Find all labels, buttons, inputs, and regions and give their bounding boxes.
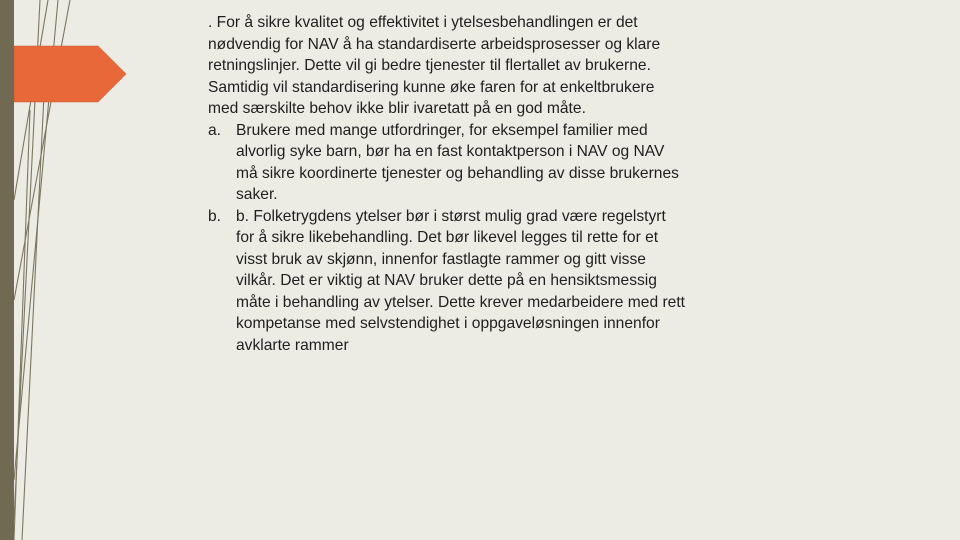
list-item-text: b. Folketrygdens ytelser bør i størst mulig grad være regelstyrt for å sikre likebehandling. Det bør likevel legges til rette for et visst bruk av skjønn, innenfor fastlagte rammer og gitt visse vilkår. Det er viktig at NAV bruker dette på en hensiktsmessig måte i behandling av ytelser. Dette krever medarbeidere med rett kompetanse med selvstendighet i oppgaveløsningen innenfor avklarte rammer: [236, 207, 685, 354]
point-list: [208, 120, 688, 357]
list-marker: a.: [208, 121, 222, 139]
decorative-lines: [0, 0, 140, 540]
list-item: [208, 206, 688, 357]
orange-arrow-shape: [14, 46, 126, 102]
list-item: [208, 120, 688, 206]
intro-paragraph: . For å sikre kvalitet og effektivitet i ytelsesbehandlingen er det nødvendig for NAV å ha standardiserte arbeidsprosesser og klare retningslinjer. Dette vil gi bedre tjenester til flertallet av brukerne. Samtidig vil standardisering kunne øke faren for at enkeltbrukere med særskilte behov ikke blir ivaretatt på en god måte.: [208, 14, 661, 117]
slide-body: [208, 12, 688, 356]
list-item-text: Brukere med mange utfordringer, for eksempel familier med alvorlig syke barn, bør ha en fast kontaktperson i NAV og NAV må sikre koordinerte tjenester og behandling av disse brukernes saker.: [236, 121, 679, 203]
list-marker: b.: [208, 207, 222, 225]
